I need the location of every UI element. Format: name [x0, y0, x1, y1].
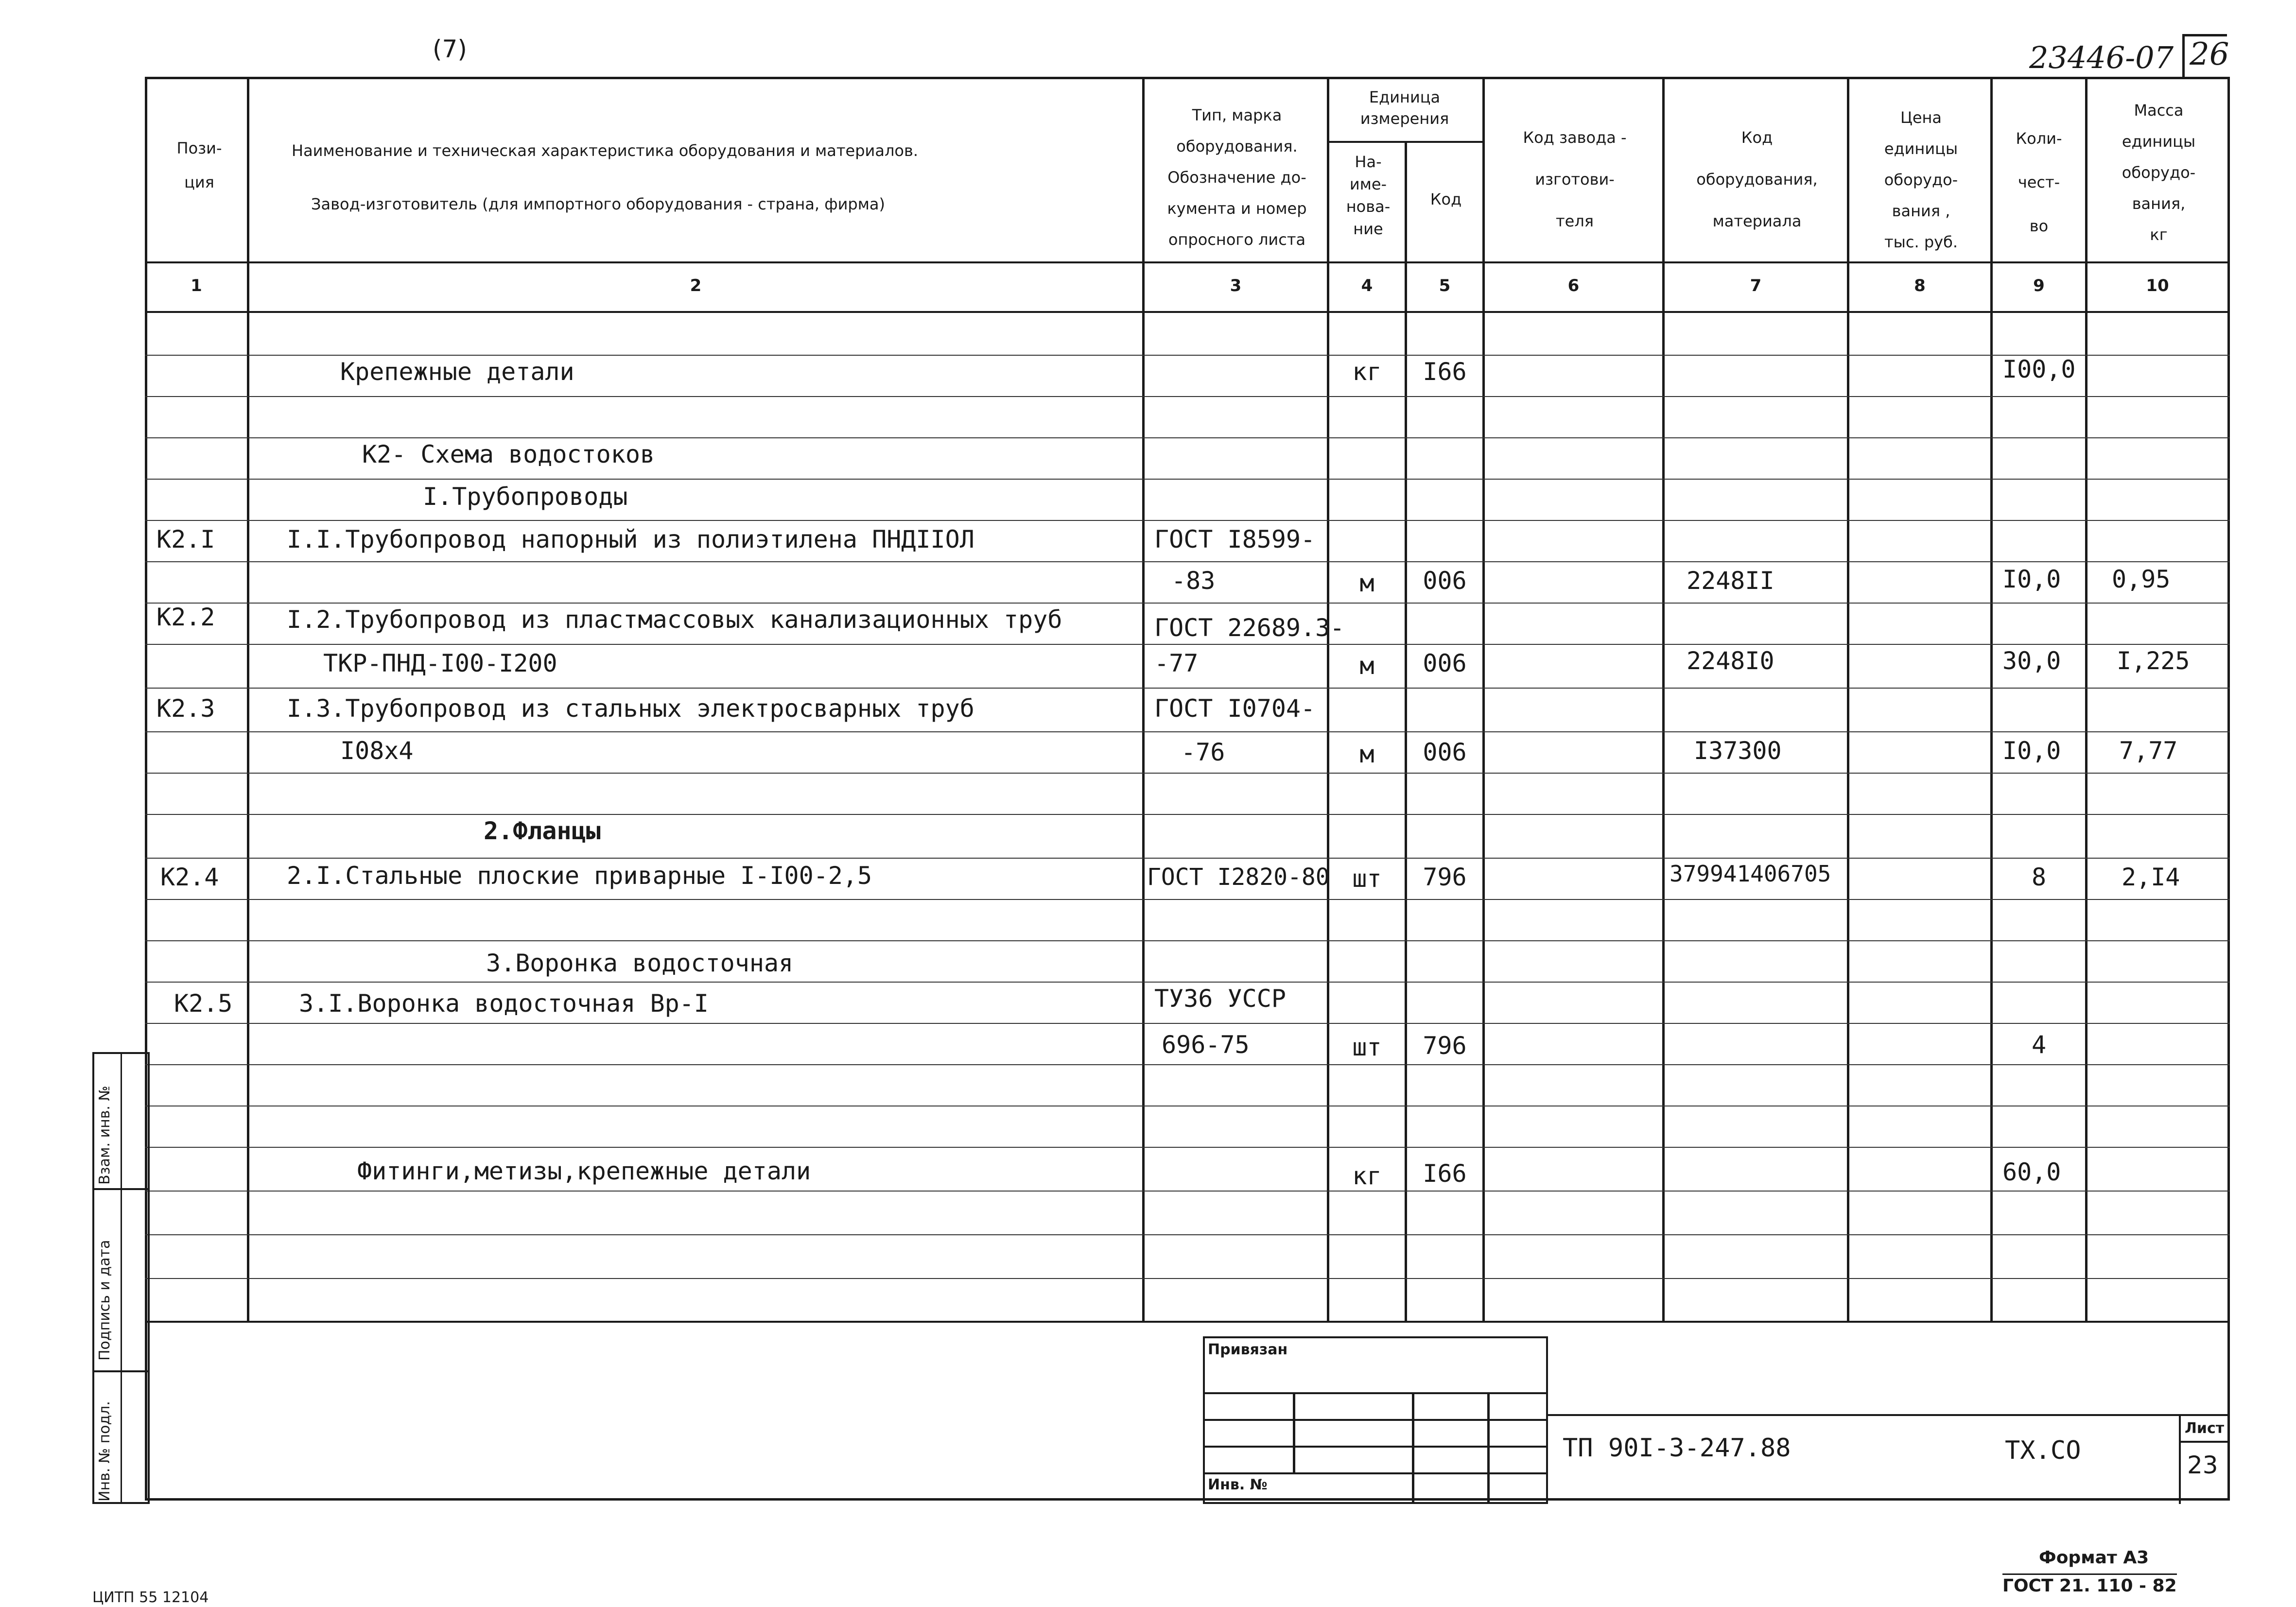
row-line [145, 1234, 2230, 1235]
header-type: Тип, марка оборудования. Обозначение до- кумента и номер опросного листа [1167, 106, 1307, 249]
row-position: К2.4 [160, 863, 219, 891]
section-title: К2- Схема водостоков [362, 440, 655, 468]
row-unit-code: 796 [1423, 1032, 1467, 1060]
subsection-title: 2.Фланцы [484, 817, 601, 845]
inv-number-label: Инв. № [1208, 1476, 1268, 1493]
row-unit-code: 006 [1423, 649, 1467, 677]
header-unit-name: На- име- нова- ние [1346, 153, 1391, 238]
row-quantity: I0,0 [2002, 565, 2061, 593]
row-position: К2.5 [174, 989, 233, 1018]
col-number-1: 1 [191, 276, 202, 295]
row-unit-code: 006 [1423, 567, 1467, 595]
stamp-line [1412, 1392, 1414, 1504]
top-label: (7) [433, 35, 467, 63]
col-line [2227, 77, 2230, 1321]
row-mass: 2,I4 [2122, 863, 2180, 891]
subsection-title: I.Трубопроводы [423, 483, 628, 511]
row-line [145, 561, 2230, 562]
col-number-10: 10 [2146, 276, 2169, 295]
bottom-left-code: ЦИТП 55 12104 [92, 1589, 209, 1606]
row-unit-code: I66 [1423, 358, 1467, 386]
row-mass: 0,95 [2112, 565, 2171, 593]
section-code: ТХ.СО [2005, 1436, 2081, 1465]
row-type: -77 [1154, 649, 1199, 677]
side-label-replace-inv: Взам. инв. № [96, 1086, 113, 1185]
stamp-line [1203, 1472, 1548, 1474]
row-line [145, 1147, 2230, 1148]
row-quantity: I00,0 [2002, 355, 2076, 383]
row-line [145, 1064, 2230, 1065]
row-line [145, 1023, 2230, 1024]
row-line [145, 644, 2230, 645]
row-name: Фитинги,метизы,крепежные детали [357, 1157, 811, 1185]
header-mass: Масса единицы оборудо- вания, кг [2122, 101, 2196, 244]
row-type: ГОСТ I0704- [1154, 694, 1316, 723]
col-number-8: 8 [1914, 276, 1926, 295]
row-line [145, 688, 2230, 689]
col-number-9: 9 [2033, 276, 2045, 295]
row-line [145, 858, 2230, 859]
col-number-6: 6 [1567, 276, 1580, 295]
row-unit: м [1359, 652, 1374, 680]
table-bottom-line [145, 1321, 2230, 1323]
gost-label: ГОСТ 21. 110 - 82 [2002, 1573, 2177, 1596]
row-line [145, 479, 2230, 480]
header-unit: Единица измерения [1360, 88, 1449, 128]
col-line [247, 77, 249, 1321]
col-numbers-line [145, 311, 2230, 313]
row-line [145, 982, 2230, 983]
row-quantity: 30,0 [2002, 647, 2061, 675]
row-unit: шт [1352, 1033, 1382, 1061]
row-line [145, 520, 2230, 521]
col-line [1327, 77, 1329, 1321]
row-line [145, 396, 2230, 397]
header-price: Цена единицы оборудо- вания , тыс. руб. [1884, 108, 1958, 251]
row-unit: кг [1352, 1162, 1382, 1190]
col-line [1990, 77, 1993, 1321]
row-line [145, 355, 2230, 356]
row-name: I08x4 [340, 737, 414, 765]
format-label: Формат А3 [2039, 1548, 2149, 1568]
stamp-line [1293, 1392, 1295, 1472]
col-line [1142, 77, 1145, 1321]
row-quantity: I0,0 [2002, 737, 2061, 765]
row-name: I.3.Трубопровод из стальных электросварных труб [287, 694, 974, 723]
col-line [2085, 77, 2087, 1321]
row-unit: шт [1352, 864, 1382, 893]
header-quantity: Коли- чест- во [2016, 129, 2062, 235]
col-line [1482, 77, 1485, 1321]
row-type: ГОСТ 22689.3- [1154, 614, 1345, 642]
header-factory-code: Код завода - изготови- теля [1523, 128, 1627, 230]
row-line [145, 899, 2230, 900]
row-mass: 7,77 [2119, 737, 2178, 765]
row-name: Крепежные детали [340, 358, 574, 386]
side-divider [121, 1052, 122, 1504]
sheet-label: Лист [2185, 1420, 2225, 1437]
row-name: I.I.Трубопровод напорный из полиэтилена ПНДIIОЛ [287, 525, 974, 553]
row-name: 2.I.Стальные плоские приварные I-I00-2,5 [287, 862, 872, 890]
row-unit-code: 006 [1423, 738, 1467, 766]
row-type: 696-75 [1162, 1031, 1250, 1059]
col-number-2: 2 [690, 276, 702, 295]
row-type: ГОСТ I8599- [1154, 525, 1316, 553]
row-position: К2.I [157, 525, 215, 553]
row-position: К2.3 [157, 694, 215, 723]
row-name: ТКР-ПНД-I00-I200 [323, 649, 557, 677]
col-line [1405, 141, 1407, 1321]
row-position: К2.2 [157, 603, 215, 631]
sheet-top-number: 26 [2190, 36, 2229, 72]
row-unit: м [1359, 740, 1374, 768]
row-line [145, 1191, 2230, 1192]
row-unit-code: 796 [1423, 863, 1467, 891]
col-line [1662, 77, 1665, 1321]
row-equipment-code: 2248II [1687, 567, 1774, 595]
row-line [145, 437, 2230, 438]
row-unit: кг [1352, 358, 1382, 386]
stamp-line [1203, 1419, 1548, 1421]
header-unit-code: Код [1430, 190, 1462, 208]
row-unit-code: I66 [1423, 1159, 1467, 1188]
subsection-title: 3.Воронка водосточная [486, 949, 794, 977]
stamp-line [1203, 1446, 1548, 1448]
col-number-7: 7 [1750, 276, 1762, 295]
row-line [145, 603, 2230, 604]
side-label-inv-orig: Инв. № подл. [96, 1401, 113, 1502]
row-equipment-code: I37300 [1694, 737, 1782, 765]
row-type: ГОСТ I2820-80 [1147, 864, 1330, 891]
sheet-number: 23 [2187, 1451, 2218, 1479]
col-number-4: 4 [1361, 276, 1373, 295]
header-name: Наименование и техническая характеристика оборудования и материалов. Завод-изготовитель (для импортного оборудования - страна, фирма) [292, 141, 918, 213]
row-equipment-code: 2248I0 [1687, 647, 1774, 675]
row-line [145, 773, 2230, 774]
binding-label: Привязан [1208, 1341, 1288, 1358]
header-equipment-code: Код оборудования, материала [1696, 128, 1818, 230]
row-type: ТУ36 УССР [1154, 985, 1286, 1013]
row-quantity: 8 [2031, 863, 2047, 891]
row-line [145, 814, 2230, 815]
row-line [145, 940, 2230, 941]
header-position: Пози- ция [176, 139, 222, 191]
sheet-box-divider [2179, 1441, 2230, 1443]
header-bottom-line [145, 261, 2230, 263]
stamp-line [1203, 1392, 1548, 1394]
col-number-5: 5 [1439, 276, 1451, 295]
row-equipment-code: 379941406705 [1670, 861, 1831, 887]
row-type: -83 [1171, 567, 1216, 595]
row-name: 3.I.Воронка водосточная Вр-I [299, 989, 709, 1018]
row-type: -76 [1181, 738, 1225, 766]
side-label-signature: Подпись и дата [96, 1240, 113, 1361]
row-name: I.2.Трубопровод из пластмассовых канализационных труб [287, 605, 1062, 634]
col-number-3: 3 [1230, 276, 1242, 295]
row-mass: I,225 [2117, 647, 2190, 675]
row-line [145, 731, 2230, 732]
row-line [145, 1278, 2230, 1279]
document-code: 23446-07 [2029, 40, 2174, 75]
stamp-line [1487, 1392, 1490, 1504]
project-code: ТП 90I-3-247.88 [1563, 1434, 1791, 1463]
unit-header-divider [1327, 141, 1482, 143]
row-quantity: 60,0 [2002, 1158, 2061, 1186]
row-quantity: 4 [2031, 1031, 2047, 1059]
col-line [1847, 77, 1849, 1321]
row-unit: м [1359, 569, 1374, 597]
